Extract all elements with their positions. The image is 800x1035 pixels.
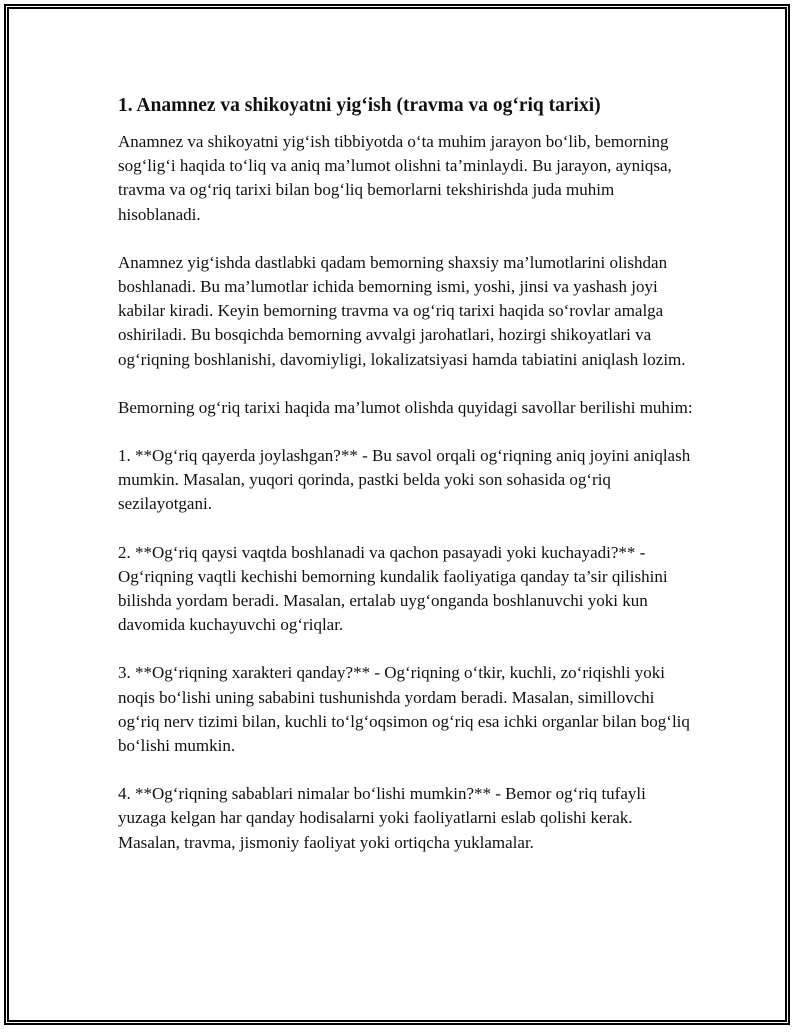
list-item-question-4: 4. **Og‘riqning sabablari nimalar bo‘lishi mumkin?** - Bemor og‘riq tufayli yuzaga kelgan har qanday hodisalarni yoki faoliyatlarni eslab qolishi kerak. Masalan, travma, jismoniy faoliyat yoki ortiqcha yuklamalar.: [118, 784, 646, 852]
paragraph-intro: Anamnez va shikoyatni yig‘ish tibbiyotda o‘ta muhim jarayon bo‘lib, bemorning sog‘lig‘i haqida to‘liq va aniq ma’lumot olishni ta’minlaydi. Bu jarayon, ayniqsa, travma va og‘riq tarixi bilan bog‘liq bemorlarni tekshirishda juda muhim hisoblanadi.: [118, 132, 672, 224]
paragraph-anamnesis-steps: Anamnez yig‘ishda dastlabki qadam bemorning shaxsiy ma’lumotlarini olishdan boshlanadi. Bu ma’lumotlar ichida bemorning ismi, yoshi, jinsi va yashash joyi kabilar kiradi. Keyin bemorning travma va og‘riq tarixi haqida so‘rovlar amalga oshiriladi. Bu bosqichda bemorning avvalgi jarohatlari, hozirgi shikoyatlari va og‘riqning boshlanishi, davomiyligi, lokalizatsiyasi hamda tabiatini aniqlash lozim.: [118, 252, 686, 369]
document-title: 1. Anamnez va shikoyatni yig‘ish (travma va og‘riq tarixi): [118, 95, 601, 116]
list-item-question-3: 3. **Og‘riqning xarakteri qanday?** - Og‘riqning o‘tkir, kuchli, zo‘riqishli yoki noqis bo‘lishi uning sababini tushunishda yordam beradi. Masalan, simillovchi og‘riq nerv tizimi bilan, kuchli to‘lg‘oqsimon og‘riq esa ichki organlar bilan bog‘liq bo‘lishi mumkin.: [118, 663, 690, 756]
paragraph-questions-intro: Bemorning og‘riq tarixi haqida ma’lumot olishda quyidagi savollar berilishi muhim:: [118, 397, 693, 417]
list-item-question-2: 2. **Og‘riq qaysi vaqtda boshlanadi va qachon pasayadi yoki kuchayadi?** - Og‘riqning vaqtli kechishi bemorning kundalik faoliyatiga qanday ta’sir qilishini bilishda yordam beradi. Masalan, ertalab uyg‘onganda boshlanuvchi yoki kun davomida kuchayuvchi og‘riqlar.: [118, 542, 668, 635]
list-item-question-1: 1. **Og‘riq qayerda joylashgan?** - Bu savol orqali og‘riqning aniq joyini aniqlash mumkin. Masalan, yuqori qorinda, pastki belda yoki son sohasida og‘riq sezilayotgani.: [118, 446, 691, 514]
document-body: [118, 94, 698, 879]
